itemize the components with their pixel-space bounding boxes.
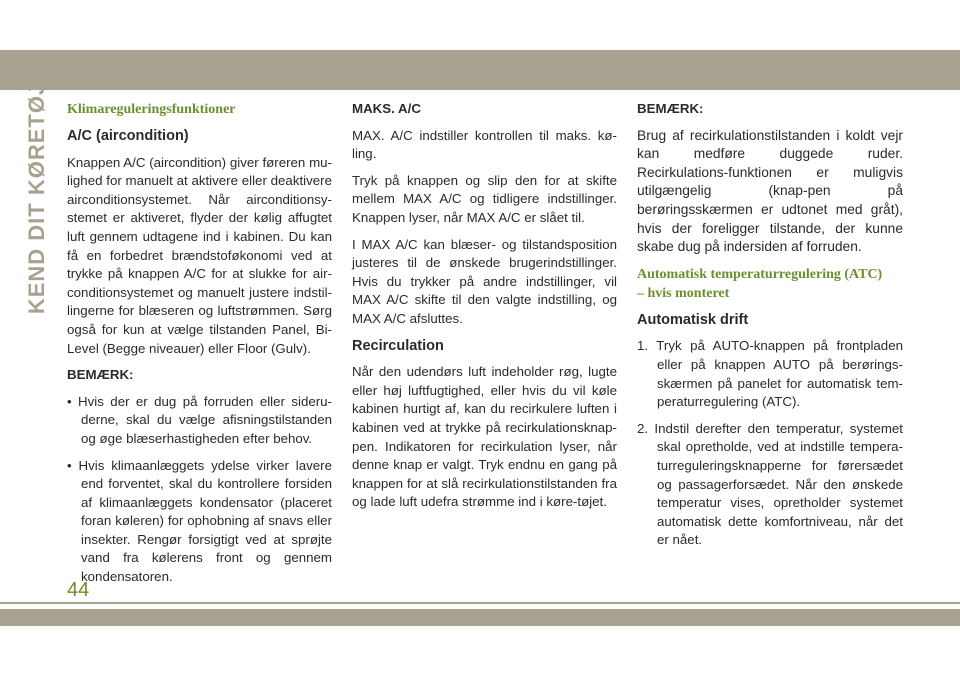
max-ac-paragraph-3: I MAX A/C kan blæser- og tilstandsposition justeres til de ønskede brugerindstillinger. Hvis du trykker på andre indstillinger, vil MAX A/C skifte til den valgte indstilling, og MAX A/C afsluttes. [352,236,617,326]
note-label: BEMÆRK: [67,367,134,383]
atc-heading-line-2: – hvis monteret [637,285,730,301]
column-1 [67,100,332,595]
page-number: 44 [67,579,90,601]
note-paragraph: Brug af recirkulationstilstanden i koldt vejr kan medføre duggede ruder. Recirkulations-funktionen er muligvis utilgængelig (knap-pen på berøringsskærmen er udtonet med gråt), hvis der foreligger tilstande, der kunne skabe dug på indersiden af forruden. [637,127,903,255]
max-ac-paragraph-2: Tryk på knappen og slip den for at skifte mellem MAX A/C og tidligere indstillinger. Knappen lyser, når MAX A/C er slået til. [352,172,617,225]
max-ac-paragraph-1: MAX. A/C indstiller kontrollen til maks. kø-ling. [352,127,617,162]
ac-paragraph: Knappen A/C (aircondition) giver føreren mu-lighed for manuelt at aktivere eller deaktivere airconditionsystemet. Når airconditionsy-stemet er aktiveret, flyder der kølig affugtet luft gennem udtagene ind i kabinen. Du kan få en forbedret brændstoføkonomi ved at trykke på knappen A/C for at slukke for air-conditionsystemet og manuelt justere indstil-lingerne for blæseren og luftstrømmen. Sørg også for kun at vælge tilstanden Panel, Bi-Level (Begge niveauer) eller Floor (Gulv). [67,154,332,356]
step-1: 1. Tryk på AUTO-knappen på frontpladen eller på knappen AUTO på berørings-skærmen på panelet for automatisk tem-peraturregulering (ATC). [637,338,903,410]
column-2 [352,100,617,520]
note-bullet-1: • Hvis der er dug på forruden eller sideru-derne, skal du vælge afisningstilstanden og øge blæserhastigheden efter behov. [67,393,332,446]
column-3 [637,100,903,558]
atc-heading-line-1: Automatisk temperaturregulering (ATC) [637,266,883,282]
section-tab [22,81,52,315]
footer-band [0,609,960,626]
note-bullet-2: • Hvis klimaanlæggets ydelse virker lavere end forventet, skal du kontrollere forsiden af klimaanlæggets kondensator (placeret foran køleren) for ophobning af snavs eller insekter. Rengør forsigtigt ved at sprøjte vand fra kølerens front og gennem kondensatoren. [67,457,332,585]
recirculation-heading: Recirculation [352,337,444,354]
footer-line [0,602,960,604]
recirculation-paragraph: Når den udendørs luft indeholder røg, lugte eller høj luftfugtighed, eller hvis du vil køle kabinen hurtigt af, kan du recirkulere luften i kabinen ved at trykke på recirkulationsknap-pen. Indikatoren for recirkulation lyser, når denne knap er valgt. Tryk endnu en gang på knappen for at slå recirkulationstilstanden fra og lade luft udefra strømme ind i køre-tøjet. [352,364,617,510]
max-ac-label: MAKS. A/C [352,101,421,116]
step-2: 2. Indstil derefter den temperatur, systemet skal opretholde, ved at indstille tempera-turreguleringsknapperne for førersædet og passagerforsædet. Når den ønskede temperatur vises, opretholder systemet automatisk dette komfortniveau, når det er nået. [637,420,903,548]
note-label: BEMÆRK: [637,101,704,116]
section-tab-label: KEND DIT KØRETØJ [24,81,49,315]
header-band [0,50,960,90]
ac-heading: A/C (aircondition) [67,128,189,144]
auto-operation-heading: Automatisk drift [637,311,749,328]
section-heading: Klimareguleringsfunktioner [67,102,236,117]
